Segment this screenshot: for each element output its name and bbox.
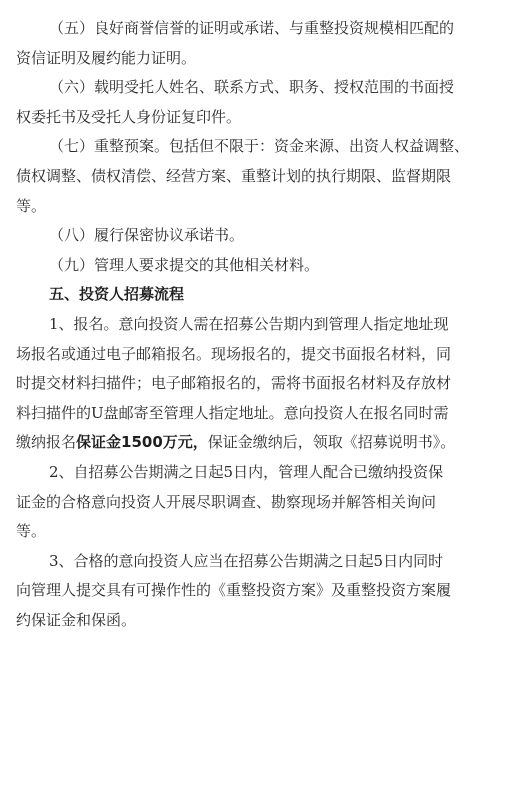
item-9-line-1: （九）管理人要求提交的其他相关材料。 (49, 255, 320, 274)
item-7-line-3: 等。 (16, 196, 47, 215)
item-5-line-1: （五）良好商誉信誉的证明或承诺、与重整投资规模相匹配的 (49, 19, 455, 37)
step-1-line-5 (16, 428, 496, 458)
item-6-line-1: （六）载明受托人姓名、联系方式、职务、授权范围的书面授 (49, 78, 455, 97)
step-2-line-1: 2、自招募公告期满之日起5日内，管理人配合已缴纳投资保 (49, 462, 444, 481)
step-1-line-1: 1、报名。意向投资人需在招募公告期内到管理人指定地址现 (49, 314, 449, 333)
step-3-line-2: 向管理人提交具有可操作性的《重整投资方案》及重整投资方案履 (16, 581, 452, 600)
step-2-line-2: 证金的合格意向投资人开展尽职调查、勘察现场并解答相关询问 (16, 492, 437, 511)
item-8-line-1: （八）履行保密协议承诺书。 (49, 226, 245, 245)
item-5-line-2: 资信证明及履约能力证明。 (16, 48, 197, 67)
item-7-line-2: 债权调整、债权清偿、经营方案、重整计划的执行期限、监督期限 (16, 166, 452, 185)
step-3-line-3: 约保证金和保函。 (16, 610, 137, 629)
step-1-line-5-text-before: 缴纳报名 (16, 433, 77, 452)
deposit-amount-emphasis: 保证金1500万元， (76, 433, 208, 452)
item-7-line-1: （七）重整预案。包括但不限于：资金来源、出资人权益调整、 (49, 137, 470, 156)
item-6-line-2: 权委托书及受托人身份证复印件。 (16, 107, 242, 126)
step-1-line-4: 料扫描件的U盘邮寄至管理人指定地址。意向投资人在报名同时需 (16, 403, 449, 422)
section-5-heading: 五、投资人招募流程 (49, 285, 185, 304)
step-3-line-1: 3、合格的意向投资人应当在招募公告期满之日起5日内同时 (49, 551, 444, 570)
step-1-line-3: 时提交材料扫描件；电子邮箱报名的，需将书面报名材料及存放材 (16, 374, 452, 393)
step-1-line-2: 场报名或通过电子邮箱报名。现场报名的，提交书面报名材料，同 (16, 344, 452, 363)
step-1-line-5-text-after: 保证金缴纳后，领取《招募说明书》。 (207, 433, 456, 452)
step-2-line-3: 等。 (16, 522, 47, 541)
